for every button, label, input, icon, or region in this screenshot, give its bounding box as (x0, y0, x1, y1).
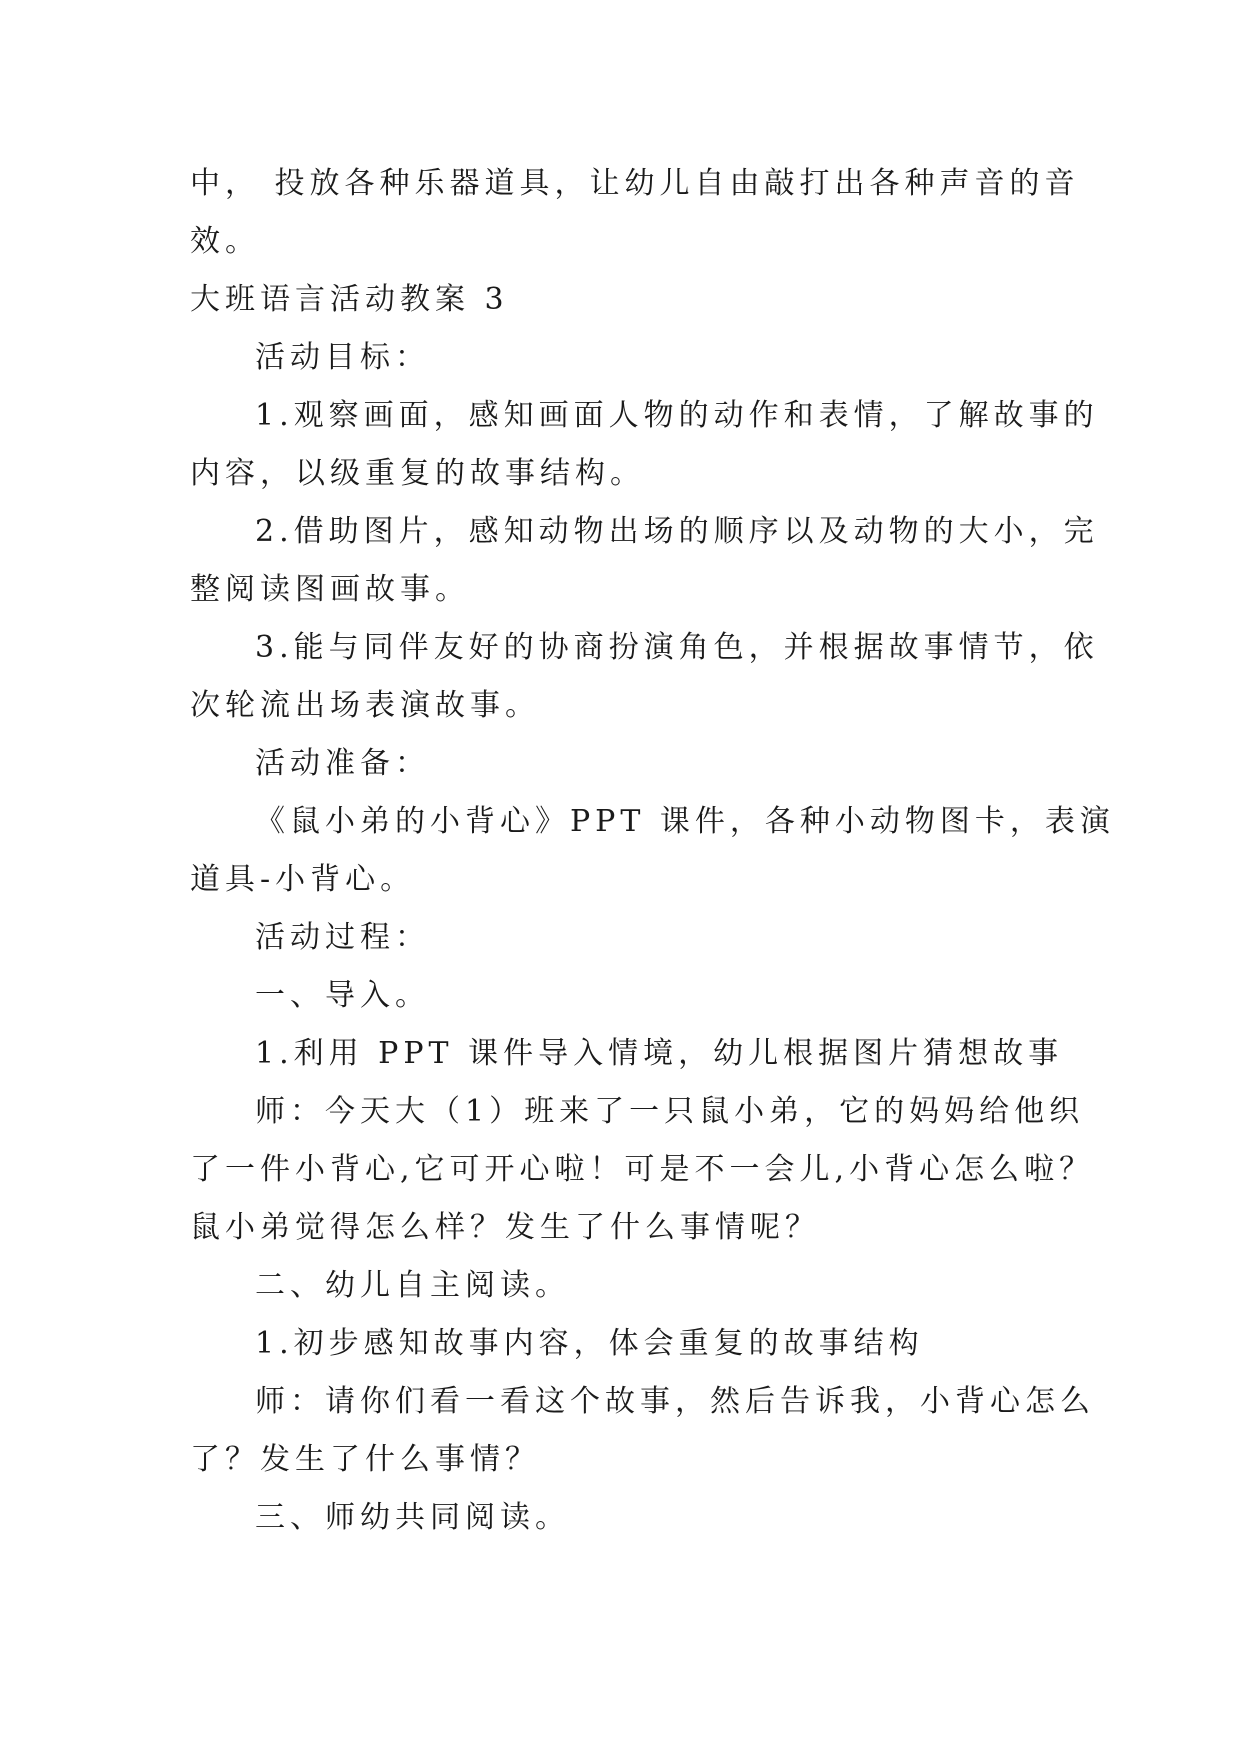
text-line: 2.借助图片，感知动物出场的顺序以及动物的大小，完 (255, 514, 1099, 549)
subheading-process: 活动过程： (255, 920, 430, 955)
document-page (190, 155, 1115, 1547)
text-line: 3.能与同伴友好的协商扮演角色，并根据故事情节，依 (255, 630, 1099, 665)
subheading-objectives: 活动目标： (255, 340, 430, 375)
text-line: 1.利用 PPT 课件导入情境，幼儿根据图片猜想故事 (255, 1036, 1064, 1071)
text-line: 效。 (190, 224, 260, 259)
section-heading: 大班语言活动教案 3 (190, 282, 509, 317)
text-line: 鼠小弟觉得怎么样？发生了什么事情呢？ (190, 1210, 820, 1245)
text-line: 《鼠小弟的小背心》PPT 课件，各种小动物图卡，表演 (255, 804, 1115, 839)
text-line: 中， 投放各种乐器道具，让幼儿自由敲打出各种声音的音 (190, 166, 1080, 201)
text-line: 1.观察画面，感知画面人物的动作和表情，了解故事的 (255, 398, 1099, 433)
text-line: 师：请你们看一看这个故事，然后告诉我，小背心怎么 (255, 1384, 1095, 1419)
text-line: 1.初步感知故事内容，体会重复的故事结构 (255, 1326, 924, 1361)
step-heading: 三、师幼共同阅读。 (255, 1500, 570, 1535)
text-line: 了？发生了什么事情？ (190, 1442, 540, 1477)
text-line: 内容，以级重复的故事结构。 (190, 456, 645, 491)
text-line: 了一件小背心,它可开心啦！可是不一会儿,小背心怎么啦？ (190, 1152, 1095, 1187)
text-line: 整阅读图画故事。 (190, 572, 470, 607)
subheading-preparation: 活动准备： (255, 746, 430, 781)
text-line: 次轮流出场表演故事。 (190, 688, 540, 723)
text-line: 道具-小背心。 (190, 862, 416, 897)
text-line: 师：今天大（1）班来了一只鼠小弟，它的妈妈给他织 (255, 1094, 1085, 1129)
step-heading: 二、幼儿自主阅读。 (255, 1268, 570, 1303)
step-heading: 一、导入。 (255, 978, 430, 1013)
